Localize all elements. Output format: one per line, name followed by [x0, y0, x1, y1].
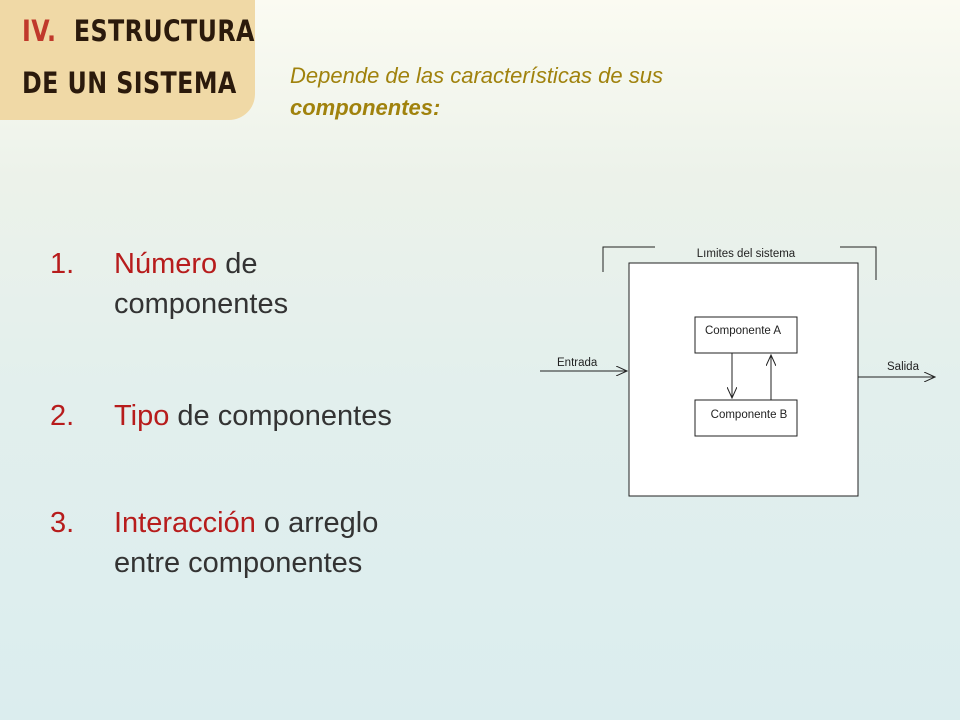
- item-line2: componentes: [114, 288, 289, 320]
- title-number: IV.: [22, 14, 57, 48]
- item-line2: entre componentes: [114, 547, 363, 579]
- system-box: [629, 263, 858, 496]
- item-number: 3.: [50, 507, 75, 539]
- component-a-label: Componente A: [704, 325, 782, 337]
- item-number: 2.: [50, 400, 75, 432]
- output-label: Salida: [887, 361, 919, 373]
- subtitle-bold: componentes:: [290, 95, 441, 120]
- item-rest: de: [217, 248, 258, 280]
- item-rest: de componentes: [169, 400, 392, 432]
- item-rest: o arreglo: [255, 507, 379, 539]
- subtitle-text: Depende de las características de sus: [290, 63, 663, 88]
- title-line-2: DE UN SISTEMA: [22, 66, 237, 100]
- item-number: 1.: [50, 248, 75, 280]
- item-highlight: Número: [114, 248, 218, 280]
- input-label: Entrada: [557, 357, 598, 369]
- title-word: ESTRUCTURA: [73, 14, 255, 48]
- item-highlight: Tipo: [114, 400, 170, 432]
- component-b-label: Componente B: [710, 409, 788, 421]
- system-boundary-label: Lımites del sistema: [696, 248, 796, 260]
- item-highlight: Interacción: [114, 507, 256, 539]
